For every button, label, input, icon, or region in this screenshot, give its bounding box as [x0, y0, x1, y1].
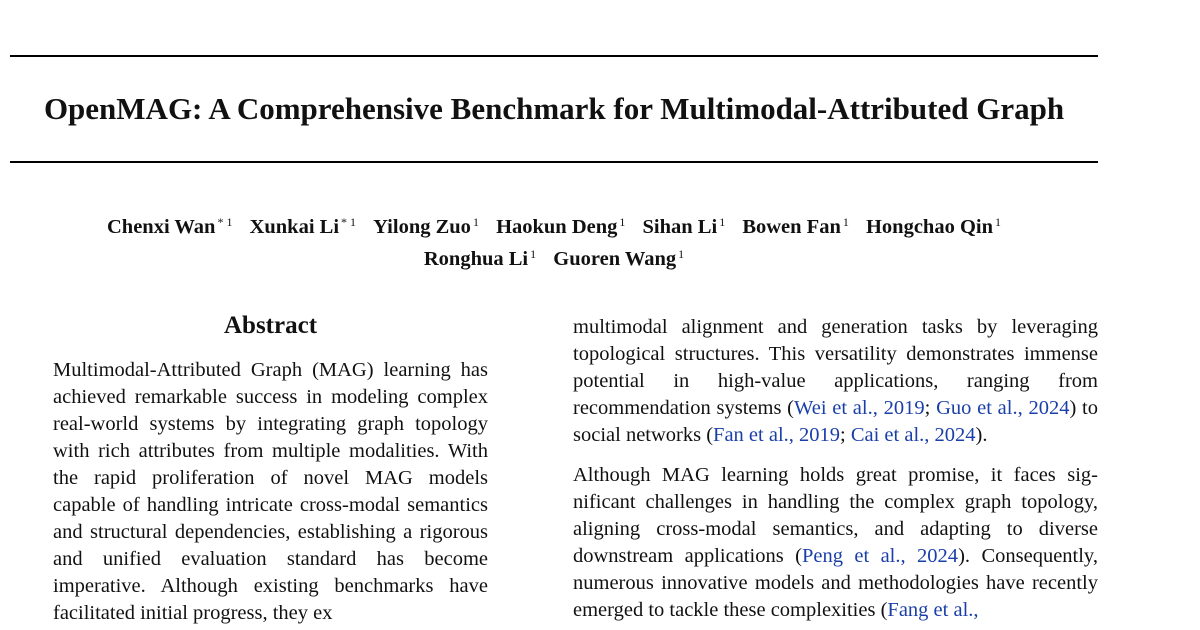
- author-name: Haokun Deng $^1$: [496, 215, 626, 238]
- author-name: Bowen Fan $^1$: [742, 215, 849, 238]
- citation-link[interactable]: Fang et al.,: [887, 599, 979, 621]
- paragraph-text: ). Consequently, numerous innovative models and methodologies have recently emerged to tackle these complexities (: [573, 545, 1098, 621]
- paragraph-text: ).: [975, 424, 988, 446]
- author-affiliation-mark: * 1: [217, 215, 233, 229]
- title-rule-bottom: [10, 161, 1098, 163]
- paper-title: OpenMAG: A Comprehensive Benchmark for Multimodal-Attributed Graph: [43, 91, 1065, 126]
- citation-link[interactable]: Wei et al., 2019: [794, 397, 925, 419]
- author-affiliation-mark: 1: [842, 215, 849, 229]
- author-name: Guoren Wang $^1$: [553, 247, 685, 270]
- author-name: Ronghua Li $^1$: [423, 247, 537, 270]
- abstract-heading: Abstract: [223, 312, 318, 339]
- paragraph-text: multimodal alignment and generation tasks by leveraging topological structures. This versatility demonstrates immense potential in high-value applications, ranging from recommendation systems (: [573, 316, 1098, 419]
- author-affiliation-mark: 1: [472, 215, 479, 229]
- title-rule-top: [10, 55, 1098, 57]
- author-affiliation-mark: 1: [678, 247, 685, 261]
- paragraph-text: ) to social networks (: [573, 397, 1098, 446]
- introduction-column: [573, 314, 1098, 624]
- author-name: Xunkai Li $^{* 1}$: [249, 215, 357, 238]
- author-affiliation-mark: 1: [619, 215, 626, 229]
- paragraph-text: ;: [924, 397, 937, 419]
- citation-link[interactable]: Peng et al., 2024: [801, 545, 959, 567]
- author-list: [10, 209, 1098, 273]
- author-affiliation-mark: * 1: [341, 215, 357, 229]
- citation-link[interactable]: Guo et al., 2024: [936, 397, 1070, 419]
- abstract-text: Multimodal-Attributed Graph (MAG) learning has achieved remarkable success in modeling complex real-world systems by integrating graph topology with rich attributes from multiple modalities. With the rapid proliferation of novel MAG models capable of handling intricate cross-modal semantics and structural dependencies, establishing a rigorous and unified evaluation standard has become imperative. Although existing benchmarks have facilitated initial progress, they ex: [53, 359, 488, 624]
- author-name: Hongchao Qin $^1$: [865, 215, 1001, 238]
- intro-paragraph-1: [573, 314, 1098, 449]
- paragraph-text: ;: [840, 424, 851, 446]
- author-affiliation-mark: 1: [719, 215, 726, 229]
- author-name: Yilong Zuo $^1$: [373, 215, 479, 238]
- author-affiliation-mark: 1: [530, 247, 537, 261]
- author-affiliation-mark: 1: [994, 215, 1001, 229]
- paragraph-text: Although MAG learning holds great promise, it faces significant challenges in handling the complex graph topology, aligning cross-modal semantics, and adapting to diverse downstream applications (: [573, 464, 1098, 567]
- intro-paragraph-2: [573, 462, 1098, 624]
- citation-link[interactable]: Fan et al., 2019: [713, 424, 841, 446]
- author-name: Chenxi Wan $^{* 1}$: [107, 215, 233, 238]
- author-name: Sihan Li $^1$: [642, 215, 726, 238]
- citation-link[interactable]: Cai et al., 2024: [850, 424, 976, 446]
